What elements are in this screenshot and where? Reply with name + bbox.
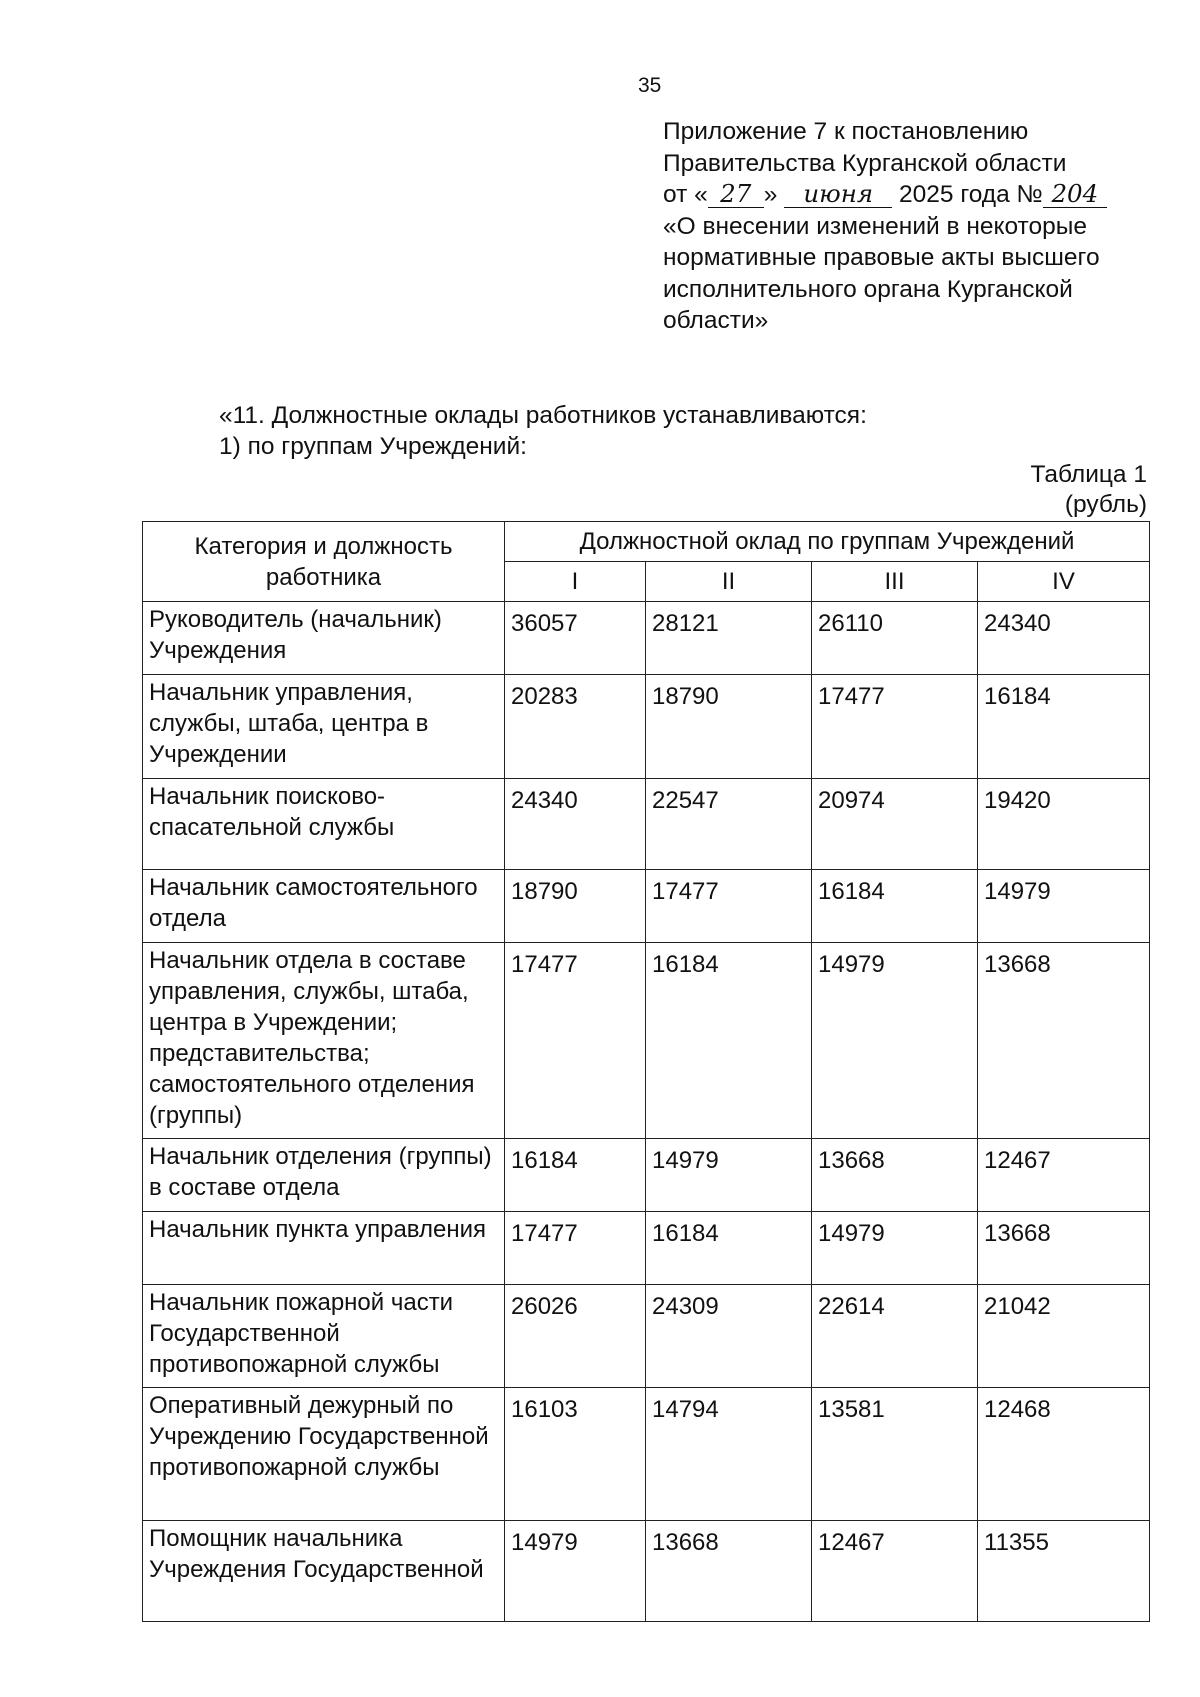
table-row <box>143 1139 1150 1212</box>
salary-cell: 20974 <box>812 779 978 870</box>
handwritten-day: 27 <box>708 181 764 208</box>
salary-cell: 12467 <box>812 1521 978 1622</box>
table-row <box>143 779 1150 870</box>
salary-cell: 26110 <box>812 602 978 675</box>
header-line-1: Приложение 7 к постановлению <box>663 118 1029 145</box>
table-header-row <box>143 522 1150 562</box>
position-cell: Начальник управления, службы, штаба, центра в Учреждении <box>143 675 505 779</box>
salary-cell: 14979 <box>978 870 1150 943</box>
position-cell: Начальник отдела в составе управления, службы, штаба, центра в Учреждении; представительства; самостоятельного отделения (группы) <box>143 943 505 1139</box>
handwritten-month: июня <box>784 181 892 208</box>
header-line-4: «О внесении изменений в некоторые <box>663 212 1087 240</box>
salary-cell: 18790 <box>505 870 646 943</box>
salary-cell: 14794 <box>646 1388 812 1521</box>
position-cell: Руководитель (начальник) Учреждения <box>143 602 505 675</box>
salary-cell: 36057 <box>505 602 646 675</box>
year-text: 2025 года № <box>899 181 1043 208</box>
salary-cell: 16184 <box>646 943 812 1139</box>
salary-cell: 18790 <box>646 675 812 779</box>
salary-cell: 12467 <box>978 1139 1150 1212</box>
header-line-6: исполнительного органа Курганской <box>663 275 1073 303</box>
position-cell: Начальник пункта управления <box>143 1212 505 1285</box>
group-header: III <box>812 562 978 602</box>
salary-cell: 22614 <box>812 1285 978 1388</box>
salary-cell: 12468 <box>978 1388 1150 1521</box>
salary-cell: 24309 <box>646 1285 812 1388</box>
header-date-line <box>663 179 1163 211</box>
position-cell: Начальник пожарной части Государственной противопожарной службы <box>143 1285 505 1388</box>
salary-cell: 16184 <box>505 1139 646 1212</box>
salary-cell: 14979 <box>812 1212 978 1285</box>
salary-cell: 21042 <box>978 1285 1150 1388</box>
category-column-header: Категория и должность работника <box>143 522 505 602</box>
salary-cell: 16184 <box>812 870 978 943</box>
salary-cell: 24340 <box>978 602 1150 675</box>
table-row <box>143 1212 1150 1285</box>
salary-cell: 14979 <box>505 1521 646 1622</box>
table-row <box>143 602 1150 675</box>
date-mid: » <box>763 181 778 208</box>
salary-cell: 17477 <box>812 675 978 779</box>
document-header <box>663 116 1163 337</box>
date-prefix: от « <box>663 181 708 208</box>
salary-cell: 13668 <box>812 1139 978 1212</box>
table-title: Таблица 1 <box>1030 461 1147 488</box>
salary-cell: 13668 <box>978 943 1150 1139</box>
salary-table <box>142 521 1150 1622</box>
page-number: 35 <box>638 74 662 97</box>
salary-cell: 13581 <box>812 1388 978 1521</box>
salary-cell: 19420 <box>978 779 1150 870</box>
salary-cell: 13668 <box>646 1521 812 1622</box>
salary-cell: 20283 <box>505 675 646 779</box>
position-cell: Начальник отделения (группы) в составе отдела <box>143 1139 505 1212</box>
position-cell: Начальник самостоятельного отдела <box>143 870 505 943</box>
salary-cell: 17477 <box>646 870 812 943</box>
group-header: I <box>505 562 646 602</box>
salary-cell: 14979 <box>646 1139 812 1212</box>
header-line-7: области» <box>663 307 769 334</box>
handwritten-number: 204 <box>1043 181 1107 208</box>
salary-cell: 17477 <box>505 943 646 1139</box>
salary-column-header: Должностной оклад по группам Учреждений <box>505 522 1150 562</box>
salary-cell: 17477 <box>505 1212 646 1285</box>
salary-cell: 24340 <box>505 779 646 870</box>
position-cell: Оперативный дежурный по Учреждению Государственной противопожарной службы <box>143 1388 505 1521</box>
salary-cell: 16184 <box>646 1212 812 1285</box>
table-caption <box>1031 460 1148 520</box>
table-row <box>143 870 1150 943</box>
header-line-5: нормативные правовые акты высшего <box>663 244 1100 271</box>
table-unit: (рубль) <box>1064 491 1147 518</box>
header-line-2: Правительства Курганской области <box>663 149 1067 177</box>
intro-text <box>219 400 867 462</box>
table-row <box>143 943 1150 1139</box>
intro-line-2: 1) по группам Учреждений: <box>219 433 527 460</box>
position-cell: Начальник поисково-спасательной службы <box>143 779 505 870</box>
group-header: II <box>646 562 812 602</box>
salary-cell: 26026 <box>505 1285 646 1388</box>
group-header: IV <box>978 562 1150 602</box>
salary-cell: 22547 <box>646 779 812 870</box>
table-row <box>143 1521 1150 1622</box>
salary-cell: 16103 <box>505 1388 646 1521</box>
table-row <box>143 1388 1150 1521</box>
salary-cell: 11355 <box>978 1521 1150 1622</box>
salary-cell: 28121 <box>646 602 812 675</box>
salary-cell: 16184 <box>978 675 1150 779</box>
position-cell: Помощник начальника Учреждения Государственной <box>143 1521 505 1622</box>
table-row <box>143 675 1150 779</box>
table-row <box>143 1285 1150 1388</box>
intro-line-1: «11. Должностные оклады работников устанавливаются: <box>219 402 867 429</box>
salary-cell: 13668 <box>978 1212 1150 1285</box>
salary-cell: 14979 <box>812 943 978 1139</box>
